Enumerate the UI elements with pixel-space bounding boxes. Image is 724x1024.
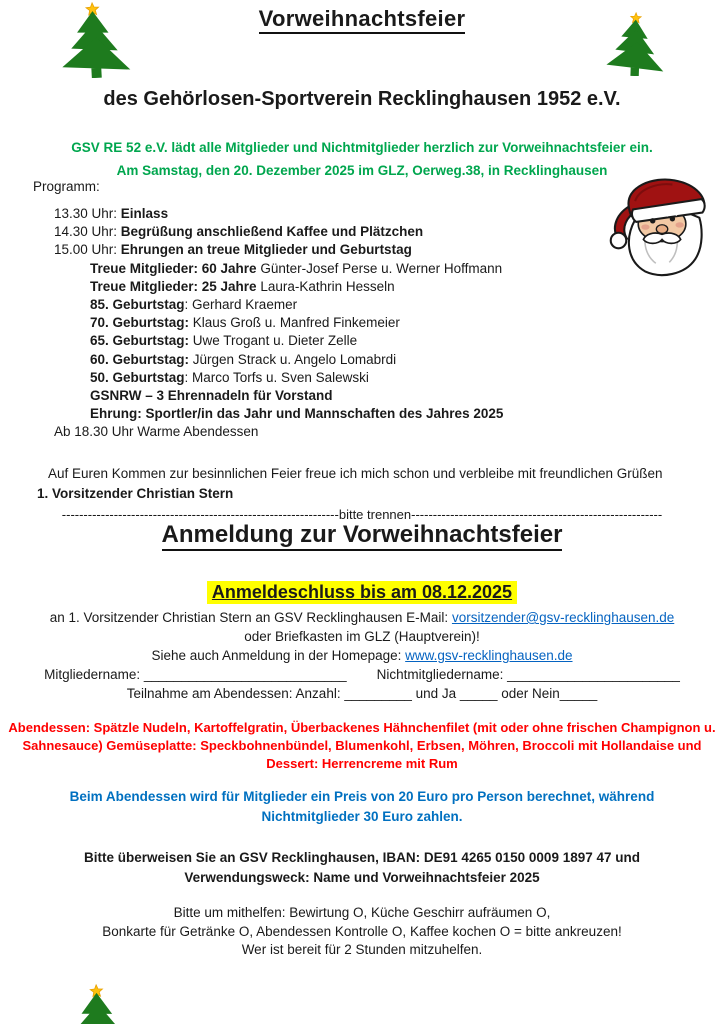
page-title: [0, 5, 724, 33]
closing-block: [37, 464, 663, 504]
menu-line-1: Abendessen: Spätzle Nudeln, Kartoffelgratin, Überbackenes Hähnchenfilet (mit oder ohne frischen Champignon u.: [8, 720, 716, 735]
payment-line-1: Bitte überweisen Sie an GSV Recklinghausen, IBAN: DE91 4265 0150 0009 1897 47 und: [84, 850, 640, 865]
program-item: 15.00 Uhr: Ehrungen an treue Mitglieder und Geburtstag: [54, 242, 412, 258]
club-subtitle: des Gehörlosen-Sportverein Recklinghausen 1952 e.V.: [103, 88, 621, 110]
menu-line-3: Dessert: Herrencreme mit Rum: [266, 755, 458, 771]
honor-item: 70. Geburtstag: Klaus Groß u. Manfred Finkemeier: [90, 315, 400, 331]
separator-label: bitte trennen: [338, 507, 412, 522]
helpers-line-1: Bitte um mithelfen: Bewirtung O, Küche Geschirr aufräumen O,: [173, 905, 551, 920]
deadline-highlight: Anmeldeschluss bis am 08.12.2025: [207, 581, 517, 604]
price-line-1: Beim Abendessen wird für Mitglieder ein Preis von 20 Euro pro Person berechnet, während: [69, 789, 655, 804]
contact-line: an 1. Vorsitzender Christian Stern an GSV Recklinghausen E-Mail: vorsitzender@gsv-recklinghausen.de: [49, 610, 675, 625]
invitation-line-2: Am Samstag, den 20. Dezember 2025 im GLZ, Oerweg.38, in Recklinghausen: [116, 163, 608, 178]
registration-contact-block: [0, 608, 724, 703]
program-dinner-line: Ab 18.30 Uhr Warme Abendessen: [54, 424, 259, 440]
helpers-line-2: Bonkarte für Getränke O, Abendessen Kontrolle O, Kaffee kochen O = bitte ankreuzen!: [102, 923, 622, 939]
honor-item: 50. Geburtstag: Marco Torfs u. Sven Salewski: [90, 369, 369, 385]
signature-line: 1. Vorsitzender Christian Stern: [37, 486, 234, 501]
registration-heading: Anmeldung zur Vorweihnachtsfeier: [0, 520, 724, 550]
honor-item: Ehrung: Sportler/in das Jahr und Mannschaften des Jahres 2025: [90, 406, 504, 422]
page-title-text: Vorweihnachtsfeier: [259, 6, 466, 34]
briefkasten-line: oder Briefkasten im GLZ (Hauptverein)!: [244, 629, 480, 644]
email-link[interactable]: vorsitzender@gsv-recklinghausen.de: [451, 610, 675, 625]
helpers-block: [0, 904, 724, 960]
honor-item: Treue Mitglieder: 25 Jahre Laura-Kathrin Hesseln: [90, 278, 395, 294]
separator-dashes-right: ----------------------------------------------------------: [411, 507, 663, 522]
registration-deadline: [0, 580, 724, 604]
price-block: [0, 787, 724, 826]
invitation-line-1: GSV RE 52 e.V. lädt alle Mitglieder und Nichtmitglieder herzlich zur Vorweihnachtsfeier ein.: [71, 140, 653, 155]
helpers-line-3: Wer ist bereit für 2 Stunden mitzuhelfen.: [241, 942, 483, 957]
honor-item: Treue Mitglieder: 60 Jahre Günter-Josef Perse u. Werner Hoffmann: [90, 260, 503, 276]
payment-block: [0, 848, 724, 887]
closing-text: Auf Euren Kommen zur besinnlichen Feier freue ich mich schon und verbleibe mit freundlichen Grüßen: [48, 466, 663, 481]
dinner-menu-block: [0, 719, 724, 772]
separator-dashes-left: ----------------------------------------------------------------: [61, 507, 339, 522]
attendance-field-line: Teilnahme am Abendessen: Anzahl: _________ und Ja _____ oder Nein_____: [126, 686, 598, 701]
program-label: Programm:: [33, 179, 100, 194]
homepage-line: Siehe auch Anmeldung in der Homepage: www.gsv-recklinghausen.de: [151, 648, 573, 663]
honor-item: GSNRW – 3 Ehrennadeln für Vorstand: [90, 388, 333, 404]
member-name-field-line: Mitgliedername: ___________________________ Nichtmitgliedername: _______________________: [44, 667, 680, 682]
payment-line-2: Verwendungsweck: Name und Vorweihnachtsfeier 2025: [184, 869, 540, 885]
honor-item: 85. Geburtstag: Gerhard Kraemer: [90, 297, 298, 313]
homepage-link[interactable]: www.gsv-recklinghausen.de: [405, 648, 573, 663]
santa-claus-image: [604, 174, 718, 283]
program-item: 13.30 Uhr: Einlass: [54, 206, 169, 221]
program-list: [54, 205, 503, 442]
honor-item: 60. Geburtstag: Jürgen Strack u. Angelo Lomabrdi: [90, 351, 397, 367]
christmas-tree-icon: [56, 984, 140, 1024]
honor-item: 65. Geburtstag: Uwe Trogant u. Dieter Zelle: [90, 333, 358, 349]
program-item: 14.30 Uhr: Begrüßung anschließend Kaffee und Plätzchen: [54, 224, 424, 240]
menu-line-2: Sahnesauce) Gemüseplatte: Speckbohnenbündel, Blumenkohl, Erbsen, Möhren, Broccoli mit Hollandaise und: [22, 737, 702, 753]
price-line-2: Nichtmitglieder 30 Euro zahlen.: [261, 808, 463, 824]
